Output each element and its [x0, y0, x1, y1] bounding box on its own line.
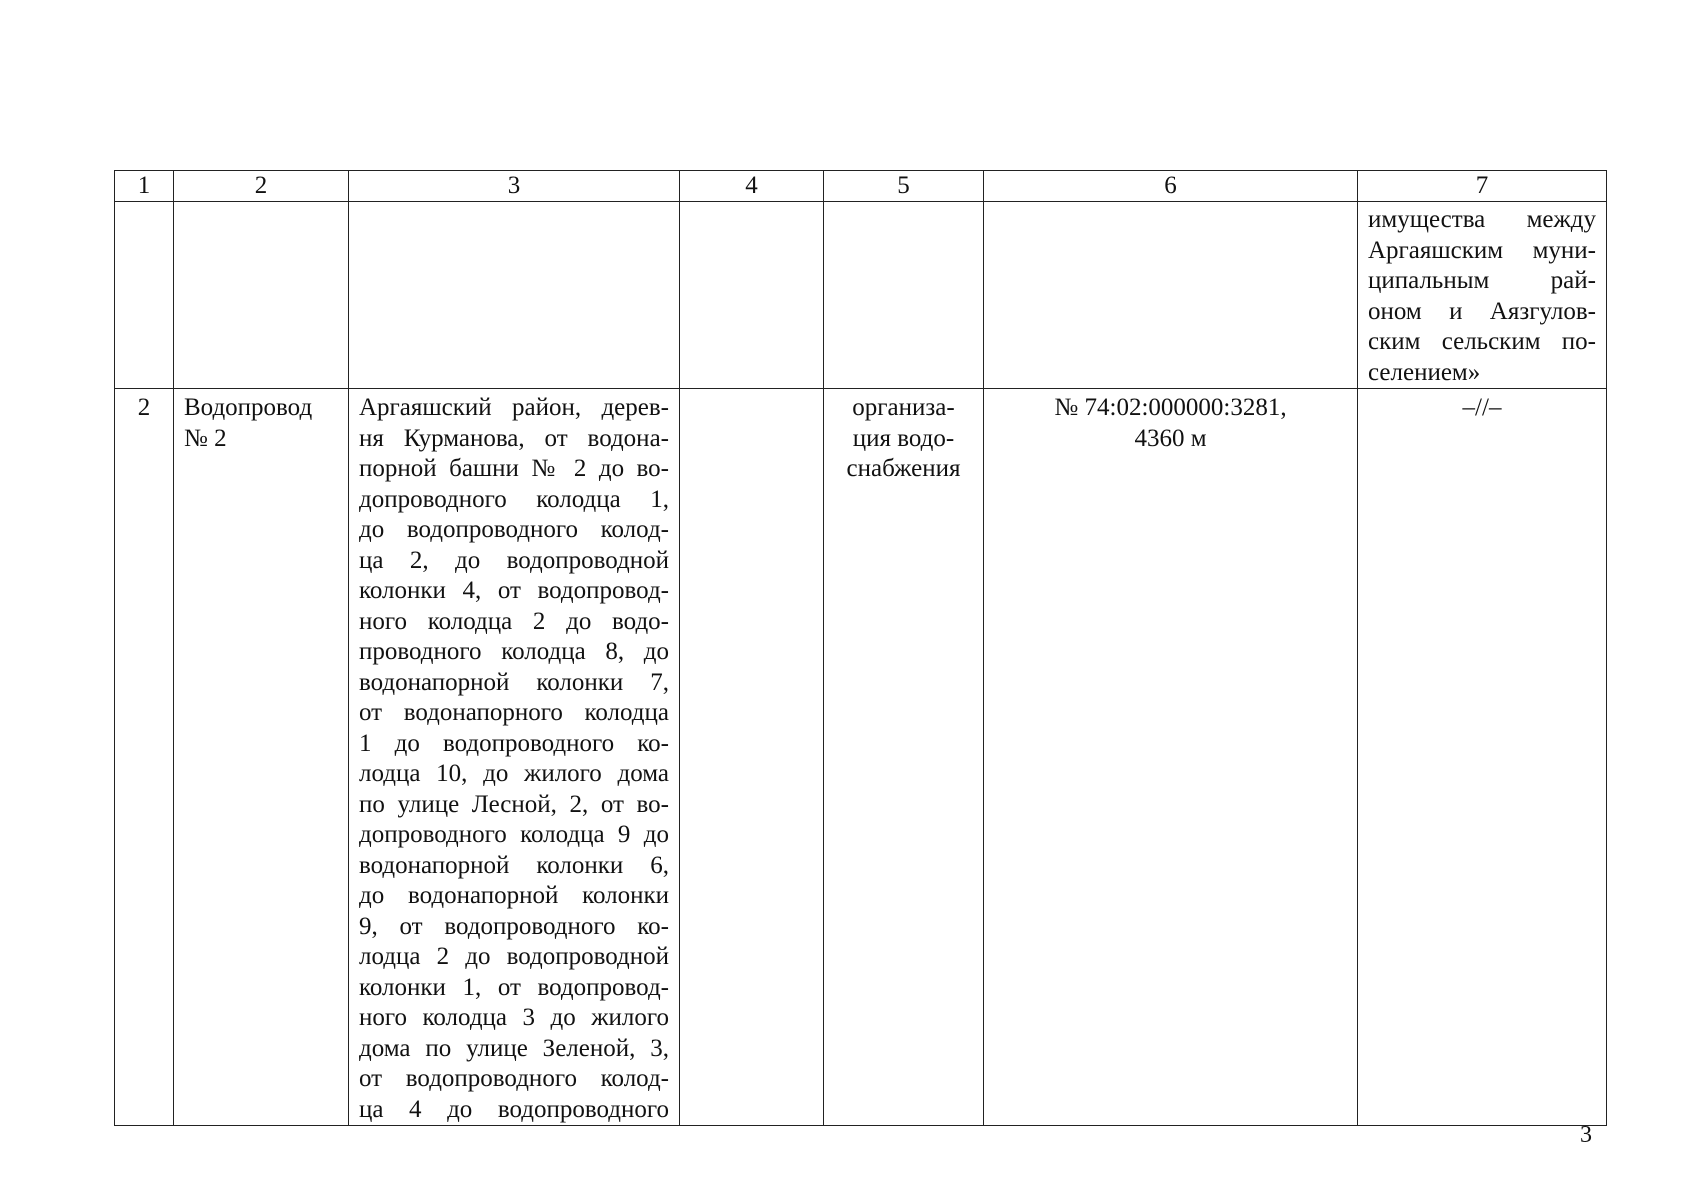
- address-line: допроводного колодца 1,: [359, 485, 669, 513]
- basis-line: ципальным рай-: [1368, 267, 1596, 294]
- object-name-line: Водопровод: [184, 394, 313, 421]
- col4-cell: [680, 389, 824, 1126]
- header-cell-4: 4: [680, 171, 824, 202]
- continuation-row: [115, 202, 1607, 389]
- cadastral-number: [984, 389, 1358, 1126]
- address-line: 9, от водопроводного ко-: [359, 912, 669, 940]
- cont-cell-7-basis-text: [1358, 202, 1607, 389]
- header-cell-6: 6: [984, 171, 1358, 202]
- object-address: [349, 389, 680, 1126]
- header-cell-1: 1: [115, 171, 174, 202]
- registry-table: [114, 170, 1607, 1126]
- table-row: [115, 389, 1607, 1126]
- address-line: ного колодца 2 до водо-: [359, 607, 669, 635]
- address-line: до водонапорной колонки: [359, 882, 669, 909]
- address-line: водонапорной колонки 7,: [359, 668, 669, 696]
- object-name-line: № 2: [184, 424, 227, 452]
- cont-cell-4: [680, 202, 824, 389]
- cont-cell-1: [115, 202, 174, 389]
- address-line: порной башни № 2 до во-: [359, 455, 669, 482]
- basis-line: оном и Аязгулов-: [1368, 297, 1596, 325]
- address-line: ца 2, до водопроводной: [359, 546, 669, 574]
- address-line: проводного колодца 8, до: [359, 638, 669, 665]
- header-cell-7: 7: [1358, 171, 1607, 202]
- object-name: [174, 389, 349, 1126]
- address-line: по улице Лесной, 2, от во-: [359, 790, 669, 818]
- address-line: ня Курманова, от водона-: [359, 424, 669, 452]
- purpose-line: организа-: [852, 394, 955, 421]
- basis-line: ским сельским по-: [1368, 328, 1596, 355]
- cont-cell-2: [174, 202, 349, 389]
- address-line: 1 до водопроводного ко-: [359, 729, 669, 757]
- basis-line: Аргаяшским муни-: [1368, 236, 1596, 264]
- purpose-line: снабжения: [846, 455, 961, 482]
- cadastral-line: 4360 м: [1134, 424, 1207, 452]
- address-line: ного колодца 3 до жилого: [359, 1004, 669, 1031]
- header-cell-2: 2: [174, 171, 349, 202]
- address-line: водонапорной колонки 6,: [359, 851, 669, 879]
- address-line: ца 4 до водопроводного: [359, 1095, 669, 1123]
- cont-cell-3: [349, 202, 680, 389]
- ditto-mark: –//–: [1358, 389, 1607, 1126]
- address-line: до водопроводного колод-: [359, 516, 669, 543]
- basis-line: селением»: [1368, 358, 1481, 386]
- address-line: дома по улице Зеленой, 3,: [359, 1034, 669, 1062]
- address-line: Аргаяшский район, дерев-: [359, 394, 669, 421]
- address-line: колонки 4, от водопровод-: [359, 577, 669, 604]
- basis-line: имущества между: [1368, 206, 1596, 233]
- cadastral-line: № 74:02:000000:3281,: [1054, 394, 1287, 421]
- header-cell-5: 5: [824, 171, 984, 202]
- object-purpose: [824, 389, 984, 1126]
- cont-cell-5: [824, 202, 984, 389]
- cont-cell-6: [984, 202, 1358, 389]
- address-line: от водонапорного колодца: [359, 699, 669, 726]
- row-number: 2: [115, 389, 174, 1126]
- address-line: колонки 1, от водопровод-: [359, 973, 669, 1001]
- header-row: [115, 171, 1607, 202]
- purpose-line: ция водо-: [852, 424, 955, 452]
- address-line: лодца 10, до жилого дома: [359, 760, 669, 787]
- address-line: допроводного колодца 9 до: [359, 821, 669, 848]
- address-line: лодца 2 до водопроводной: [359, 943, 669, 970]
- header-cell-3: 3: [349, 171, 680, 202]
- page-number: 3: [1580, 1122, 1592, 1148]
- address-line: от водопроводного колод-: [359, 1065, 669, 1092]
